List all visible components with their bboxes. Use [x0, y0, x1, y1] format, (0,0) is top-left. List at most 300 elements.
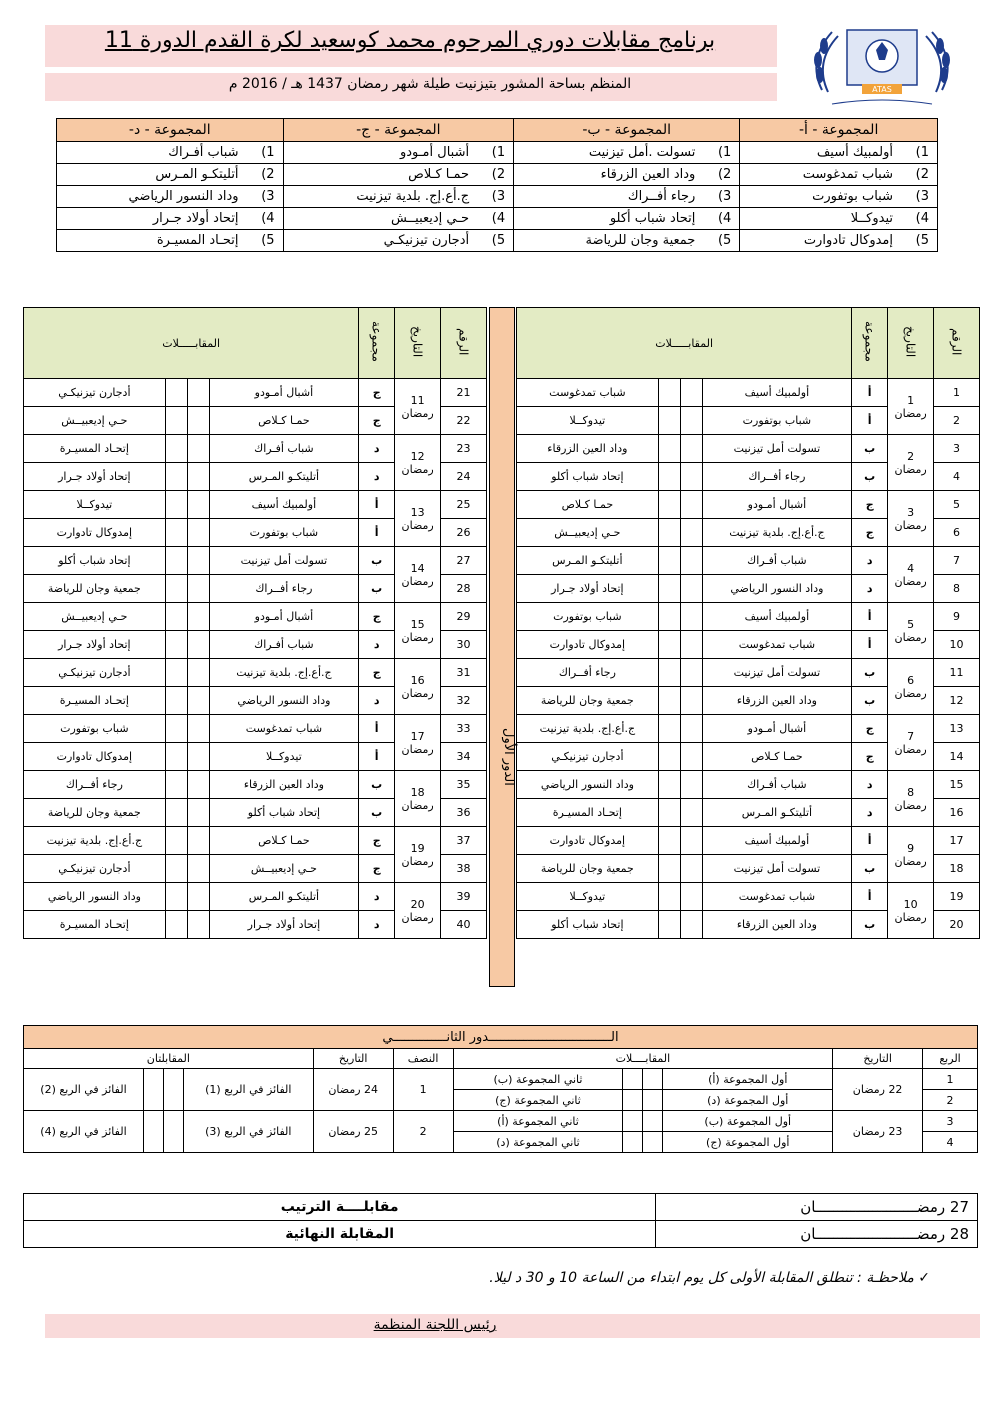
score-cell [187, 631, 209, 659]
away-team: جمعية وجان للرياضة [517, 855, 659, 883]
home-team: إتحاد أولاد جـرار [209, 911, 359, 939]
match-month: رمضان [894, 574, 927, 588]
match-group: د [852, 547, 888, 575]
home-team: إتحاد شباب أكلو [209, 799, 359, 827]
match-month: رمضان [894, 406, 927, 420]
away-team: شباب بوتفورت [517, 603, 659, 631]
score-cell [658, 407, 680, 435]
home-team: أولمبيك أسيف [702, 379, 852, 407]
final-label: مقابلــــة الترتيب [24, 1194, 656, 1221]
team-name: إتحـاد المسيـرة [156, 233, 239, 248]
score-cell [658, 715, 680, 743]
match-group: ج [359, 407, 395, 435]
team-number: 3) [717, 189, 732, 204]
match-group: ب [359, 547, 395, 575]
score-cell [187, 379, 209, 407]
team-number: 1) [491, 145, 506, 160]
score-cell [187, 519, 209, 547]
match-day: 7 [907, 729, 915, 743]
match-month: رمضان [894, 518, 927, 532]
score-cell [165, 827, 187, 855]
away-team: أدجارن تيزنيكـي [517, 743, 659, 771]
quarter-date: 22 رمضان [833, 1069, 923, 1111]
score-cell [165, 687, 187, 715]
score-cell [187, 659, 209, 687]
home-team: شباب تمدغوست [702, 883, 852, 911]
score-cell [165, 911, 187, 939]
match-month: رمضان [401, 462, 434, 476]
quarter-matches-header: المقابــــلات [453, 1049, 833, 1069]
group-team-cell [514, 164, 740, 186]
home-team: شباب تمدغوست [702, 631, 852, 659]
match-number: 2 [934, 407, 980, 435]
match-day: 8 [907, 785, 915, 799]
group-team-cell [57, 208, 284, 230]
match-number: 22 [441, 407, 487, 435]
match-group: ب [852, 463, 888, 491]
round1-table-left [23, 307, 487, 939]
match-date [395, 491, 441, 547]
score-cell [187, 687, 209, 715]
association-logo-icon [802, 20, 962, 110]
group-team-cell [514, 230, 740, 252]
away-team: إمدوكال تادوارت [517, 631, 659, 659]
group-team-cell [514, 142, 740, 164]
match-group: د [359, 687, 395, 715]
score-cell [165, 659, 187, 687]
matches-header: المقابـــــلات [517, 308, 852, 379]
match-number: 3 [934, 435, 980, 463]
match-number: 31 [441, 659, 487, 687]
match-group: ب [359, 799, 395, 827]
match-number: 17 [934, 827, 980, 855]
match-group: ب [852, 659, 888, 687]
group-team-cell [57, 164, 284, 186]
home-team: تيدوكــلا [209, 743, 359, 771]
group-team-cell [283, 230, 514, 252]
match-date [395, 603, 441, 659]
home-team: شباب بوتفورت [209, 519, 359, 547]
away-team: إتحاد شباب أكلو [24, 547, 166, 575]
group-b-header: المجموعة - ب- [514, 119, 740, 142]
team-name: إتحاد شباب أكلو [609, 211, 696, 226]
round1-table-right [516, 307, 980, 939]
match-number: 18 [934, 855, 980, 883]
semi-team-b: الفائز في الربع (2) [24, 1069, 144, 1111]
match-date [888, 547, 934, 603]
home-team: وداد العين الزرقاء [209, 771, 359, 799]
signature-band [45, 1314, 980, 1338]
match-day: 4 [907, 561, 915, 575]
home-team: تسولت أمل تيزنيت [702, 659, 852, 687]
score-cell [658, 659, 680, 687]
group-team-cell [740, 208, 938, 230]
team-name: ج.أع.إج. بلدية تيزنيت [356, 189, 470, 204]
score-cell [165, 603, 187, 631]
group-team-cell [740, 186, 938, 208]
score-cell [187, 827, 209, 855]
score-cell [165, 575, 187, 603]
away-team: جمعية وجان للرياضة [517, 687, 659, 715]
group-header: مجموعة [369, 321, 384, 362]
score-cell [165, 715, 187, 743]
match-number: 16 [934, 799, 980, 827]
team-number: 4) [491, 211, 506, 226]
match-number: 28 [441, 575, 487, 603]
match-month: رمضان [401, 574, 434, 588]
date-header: التاريخ [410, 325, 425, 358]
quarter-num: 4 [923, 1132, 978, 1153]
match-number: 12 [934, 687, 980, 715]
score-cell [165, 463, 187, 491]
date-header: التاريخ [903, 325, 918, 358]
score-cell [165, 519, 187, 547]
match-number: 9 [934, 603, 980, 631]
away-team: أدجارن تيزنيكـي [24, 659, 166, 687]
home-team: أتليتكـو المـرس [702, 799, 852, 827]
score-cell [165, 771, 187, 799]
away-team: حـي إديعبيــش [24, 603, 166, 631]
home-team: أشبال أمـودو [702, 491, 852, 519]
match-group: ج [359, 659, 395, 687]
team-number: 2) [717, 167, 732, 182]
note [430, 1270, 930, 1286]
score-cell [187, 883, 209, 911]
away-team: ج.أع.إج. بلدية تيزنيت [517, 715, 659, 743]
match-group: أ [852, 631, 888, 659]
away-team: شباب بوتفورت [24, 715, 166, 743]
match-number: 40 [441, 911, 487, 939]
score-cell [680, 491, 702, 519]
away-team: إتحاد أولاد جـرار [24, 631, 166, 659]
score-cell [680, 379, 702, 407]
home-team: ج.أع.إج. بلدية تيزنيت [209, 659, 359, 687]
team-name: أتليتكـو المـرس [155, 167, 239, 182]
home-team: أشبال أمـودو [702, 715, 852, 743]
match-group: أ [359, 715, 395, 743]
home-team: وداد العين الزرقاء [702, 687, 852, 715]
score-cell [680, 799, 702, 827]
quarter-team-b: ثاني المجموعة (ب) [453, 1069, 623, 1090]
round2-table [23, 1025, 978, 1153]
team-number: 2) [261, 167, 275, 182]
quarter-date-header: التاريخ [833, 1049, 923, 1069]
team-number: 4) [915, 211, 929, 226]
match-month: رمضان [401, 854, 434, 868]
team-number: 1) [915, 145, 929, 160]
match-group: د [359, 631, 395, 659]
match-group: أ [852, 407, 888, 435]
home-team: شباب تمدغوست [209, 715, 359, 743]
match-group: ج [852, 715, 888, 743]
match-number: 38 [441, 855, 487, 883]
score-cell [658, 547, 680, 575]
away-team: إمدوكال تادوارت [24, 743, 166, 771]
match-date [395, 715, 441, 771]
match-group: أ [359, 743, 395, 771]
team-number: 2) [491, 167, 506, 182]
team-name: تسولت .أمل تيزنيت [588, 145, 696, 160]
score-cell [165, 379, 187, 407]
team-number: 5) [717, 233, 732, 248]
match-number: 10 [934, 631, 980, 659]
match-number: 36 [441, 799, 487, 827]
team-name: شباب أفـراك [168, 145, 239, 160]
match-group: ج [359, 603, 395, 631]
score-cell [658, 491, 680, 519]
score-cell [680, 855, 702, 883]
away-team: شباب تمدغوست [517, 379, 659, 407]
score-cell [680, 827, 702, 855]
group-team-cell [740, 230, 938, 252]
semi-team-a: الفائز في الربع (1) [183, 1069, 313, 1111]
score-cell [658, 771, 680, 799]
group-team-cell [57, 230, 284, 252]
score-cell [658, 799, 680, 827]
away-team: جمعية وجان للرياضة [24, 799, 166, 827]
quarter-team-a: أول المجموعة (ج) [663, 1132, 833, 1153]
match-day: 9 [907, 841, 915, 855]
score-cell [658, 631, 680, 659]
match-group: أ [359, 519, 395, 547]
home-team: رجاء أفــراك [209, 575, 359, 603]
note-text: تنطلق المقابلة الأولى كل يوم ابتداء من الساعة 10 و 30 د ليلا. [489, 1270, 853, 1286]
home-team: أتليتكـو المـرس [209, 463, 359, 491]
match-number: 19 [934, 883, 980, 911]
group-team-cell [57, 142, 284, 164]
score-cell [680, 659, 702, 687]
match-number: 30 [441, 631, 487, 659]
group-team-cell [514, 208, 740, 230]
match-day: 1 [907, 393, 915, 407]
match-date [888, 435, 934, 491]
semi-team-a: الفائز في الربع (3) [183, 1111, 313, 1153]
score-cell [680, 575, 702, 603]
semi-team-b: الفائز في الربع (4) [24, 1111, 144, 1153]
score-cell [187, 715, 209, 743]
score-cell [165, 631, 187, 659]
match-day: 17 [410, 729, 425, 743]
home-team: شباب بوتفورت [702, 407, 852, 435]
score-cell [187, 435, 209, 463]
away-team: إمدوكال تادوارت [517, 827, 659, 855]
quarter-num: 2 [923, 1090, 978, 1111]
team-name: أدجارن تيزنيكـي [383, 233, 470, 248]
match-day: 20 [410, 897, 425, 911]
match-group: د [852, 575, 888, 603]
team-name: أشبال أمـودو [399, 145, 470, 160]
home-team: شباب أفـراك [702, 547, 852, 575]
quarter-num: 1 [923, 1069, 978, 1090]
score-cell [658, 911, 680, 939]
match-date [395, 379, 441, 435]
group-header: مجموعة [862, 321, 877, 362]
match-day: 12 [410, 449, 425, 463]
match-group: أ [852, 379, 888, 407]
match-day: 15 [410, 617, 425, 631]
final-date: 27 رمضـــــــــــــــــــــــان [656, 1194, 978, 1221]
match-day: 3 [907, 505, 915, 519]
match-day: 16 [410, 673, 425, 687]
score-cell [187, 743, 209, 771]
match-date [888, 379, 934, 435]
match-group: ب [852, 687, 888, 715]
away-team: وداد النسور الرياضي [517, 771, 659, 799]
score-cell [680, 911, 702, 939]
team-name: حـي إديعبيــش [390, 211, 470, 226]
score-cell [658, 463, 680, 491]
team-name: حمـا كـلاص [408, 167, 470, 182]
match-number: 32 [441, 687, 487, 715]
match-date [888, 715, 934, 771]
score-cell [187, 547, 209, 575]
match-number: 29 [441, 603, 487, 631]
away-team: حـي إديعبيــش [24, 407, 166, 435]
match-group: د [852, 799, 888, 827]
matches-header: المقابـــــلات [24, 308, 359, 379]
away-team: إتحـاد المسيـرة [24, 687, 166, 715]
score-cell [680, 771, 702, 799]
page-subtitle: المنظم بساحة المشور بتيزنيت طيلة شهر رمضان 1437 هـ / 2016 م [228, 76, 632, 92]
semi-date: 24 رمضان [313, 1069, 393, 1111]
match-number: 26 [441, 519, 487, 547]
home-team: شباب أفـراك [209, 435, 359, 463]
away-team: إتحاد شباب أكلو [517, 463, 659, 491]
score-cell [187, 799, 209, 827]
score-cell [680, 435, 702, 463]
team-name: شباب تمدغوست [802, 167, 893, 182]
match-group: ب [852, 435, 888, 463]
match-date [888, 603, 934, 659]
team-number: 3) [915, 189, 929, 204]
away-team: تيدوكــلا [517, 883, 659, 911]
away-team: حـي إديعبيــش [517, 519, 659, 547]
group-team-cell [283, 208, 514, 230]
match-group: ج [852, 491, 888, 519]
quarter-num-header: الربع [923, 1049, 978, 1069]
match-number: 6 [934, 519, 980, 547]
score-cell [658, 575, 680, 603]
match-number: 25 [441, 491, 487, 519]
team-number: 3) [261, 189, 275, 204]
team-number: 4) [717, 211, 732, 226]
home-team: حمـا كـلاص [209, 827, 359, 855]
page-title: برنامج مقابلات دوري المرحوم محمد كوسعيد لكرة القدم الدورة 11 [104, 28, 716, 53]
round1-label-strip [489, 307, 515, 987]
home-team: وداد العين الزرقاء [702, 911, 852, 939]
score-cell [680, 407, 702, 435]
team-name: شباب بوتفورت [812, 189, 893, 204]
match-number: 33 [441, 715, 487, 743]
match-number: 39 [441, 883, 487, 911]
match-month: رمضان [894, 910, 927, 924]
score-cell [165, 743, 187, 771]
match-day: 2 [907, 449, 915, 463]
match-number: 37 [441, 827, 487, 855]
score-cell [658, 855, 680, 883]
quarter-team-a: أول المجموعة (أ) [663, 1069, 833, 1090]
score-cell [680, 883, 702, 911]
score-cell [165, 435, 187, 463]
home-team: تسولت أمل تيزنيت [209, 547, 359, 575]
match-number: 1 [934, 379, 980, 407]
group-a-header: المجموعة - أ- [740, 119, 938, 142]
match-number: 5 [934, 491, 980, 519]
home-team: أولمبيك أسيف [209, 491, 359, 519]
score-cell [165, 547, 187, 575]
away-team: أدجارن تيزنيكـي [24, 855, 166, 883]
away-team: جمعية وجان للرياضة [24, 575, 166, 603]
semi-num-header: النصف [393, 1049, 453, 1069]
match-day: 18 [410, 785, 425, 799]
match-number: 13 [934, 715, 980, 743]
groups-table [56, 118, 938, 252]
round2-title: الــــــــــــــــــــــــــــــــدور الثانــــــــــــــي [24, 1026, 978, 1049]
score-cell [187, 911, 209, 939]
score-cell [165, 407, 187, 435]
match-date [395, 547, 441, 603]
score-cell [187, 463, 209, 491]
quarter-team-b: ثاني المجموعة (أ) [453, 1111, 623, 1132]
score-cell [165, 855, 187, 883]
match-group: ج [359, 827, 395, 855]
away-team: أتليتكـو المـرس [517, 547, 659, 575]
quarter-team-a: أول المجموعة (د) [663, 1090, 833, 1111]
match-month: رمضان [401, 518, 434, 532]
match-number: 21 [441, 379, 487, 407]
match-group: أ [852, 827, 888, 855]
group-team-cell [514, 186, 740, 208]
score-cell [680, 603, 702, 631]
team-name: إمدوكال تادوارت [803, 233, 893, 248]
match-month: رمضان [894, 798, 927, 812]
match-group: ب [359, 575, 395, 603]
final-label: المقابلة النهائية [24, 1221, 656, 1248]
match-month: رمضان [401, 630, 434, 644]
match-group: ج [852, 743, 888, 771]
match-number: 34 [441, 743, 487, 771]
match-month: رمضان [401, 406, 434, 420]
score-cell [165, 799, 187, 827]
match-number: 20 [934, 911, 980, 939]
team-number: 5) [261, 233, 275, 248]
group-team-cell [57, 186, 284, 208]
match-group: د [359, 435, 395, 463]
num-header: الرقم [456, 327, 471, 356]
score-cell [187, 603, 209, 631]
away-team: إتحـاد المسيـرة [24, 435, 166, 463]
score-cell [165, 491, 187, 519]
match-group: ب [852, 855, 888, 883]
match-group: د [359, 911, 395, 939]
away-team: رجاء أفــراك [517, 659, 659, 687]
home-team: حمـا كـلاص [209, 407, 359, 435]
group-team-cell [283, 142, 514, 164]
score-cell [658, 603, 680, 631]
home-team: أتليتكـو المـرس [209, 883, 359, 911]
match-number: 7 [934, 547, 980, 575]
team-name: أولمبيك أسيف [816, 145, 893, 160]
team-number: 4) [261, 211, 275, 226]
num-header: الرقم [949, 327, 964, 356]
away-team: تيدوكــلا [24, 491, 166, 519]
quarter-date: 23 رمضان [833, 1111, 923, 1153]
home-team: رجاء أفــراك [702, 463, 852, 491]
match-day: 13 [410, 505, 425, 519]
match-date [888, 883, 934, 939]
match-number: 35 [441, 771, 487, 799]
team-number: 5) [491, 233, 506, 248]
